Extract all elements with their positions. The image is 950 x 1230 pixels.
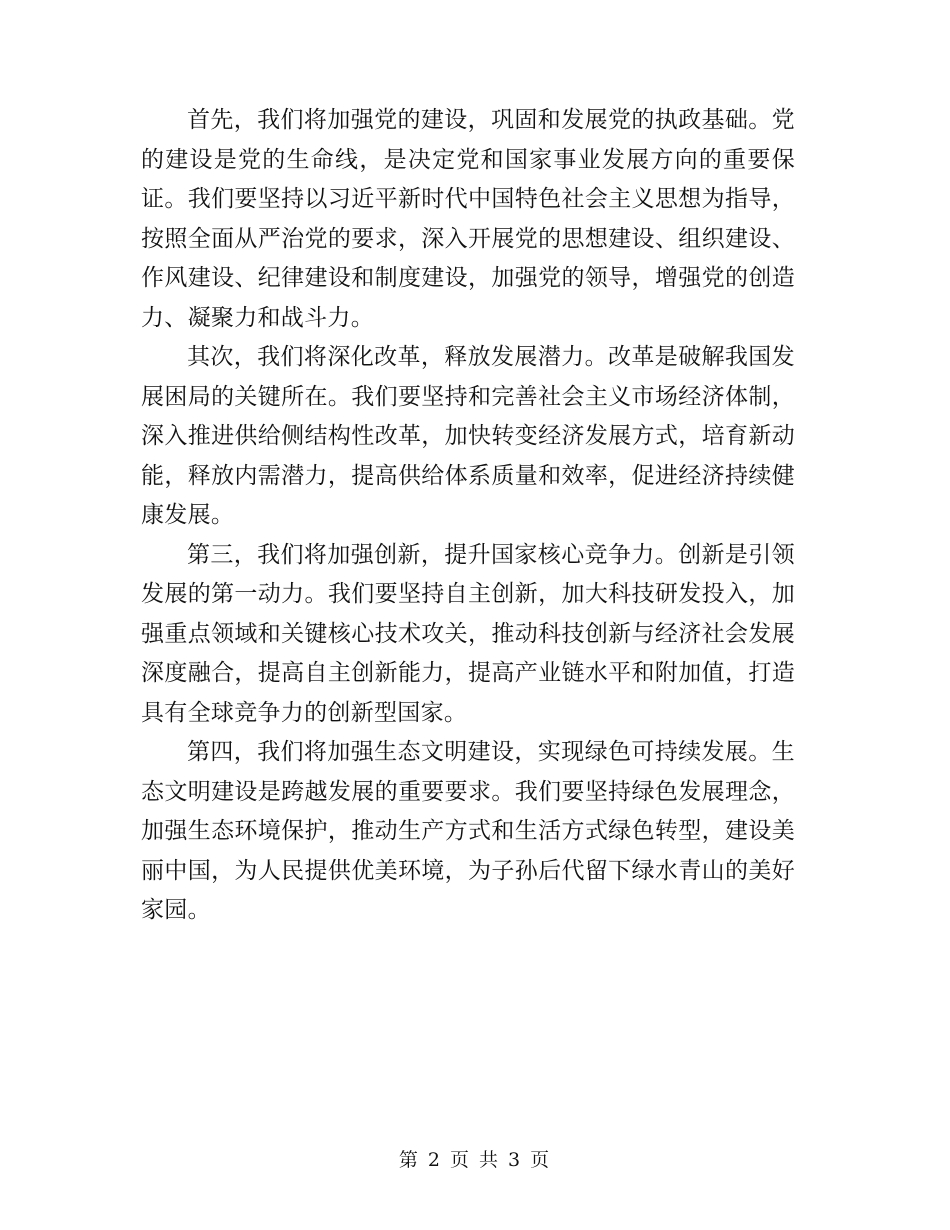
paragraph-ecological-civilization: 第四，我们将加强生态文明建设，实现绿色可持续发展。生态文明建设是跨越发展的重要要求。我们要坚持绿色发展理念，加强生态环境保护，推动生产方式和生活方式绿色转型，建设美丽中国，为人民提供优美环境，为子孙后代留下绿水青山的美好家园。 <box>141 739 795 923</box>
page-number-footer: 第 2 页 共 3 页 <box>398 1149 552 1171</box>
paragraph-deepen-reform: 其次，我们将深化改革，释放发展潜力。改革是破解我国发展困局的关键所在。我们要坚持和完善社会主义市场经济体制，深入推进供给侧结构性改革，加快转变经济发展方式，培育新动能，释放内需潜力，提高供给体系质量和效率，促进经济持续健康发展。 <box>141 344 795 528</box>
document-body <box>141 101 795 931</box>
paragraph-innovation: 第三，我们将加强创新，提升国家核心竞争力。创新是引领发展的第一动力。我们要坚持自主创新，加大科技研发投入，加强重点领域和关键核心技术攻关，推动科技创新与经济社会发展深度融合，提高自主创新能力，提高产业链水平和附加值，打造具有全球竞争力的创新型国家。 <box>141 541 795 726</box>
paragraph-party-building: 首先，我们将加强党的建设，巩固和发展党的执政基础。党的建设是党的生命线，是决定党和国家事业发展方向的重要保证。我们要坚持以习近平新时代中国特色社会主义思想为指导，按照全面从严治党的要求，深入开展党的思想建设、组织建设、作风建设、纪律建设和制度建设，加强党的领导，增强党的创造力、凝聚力和战斗力。 <box>141 107 795 331</box>
